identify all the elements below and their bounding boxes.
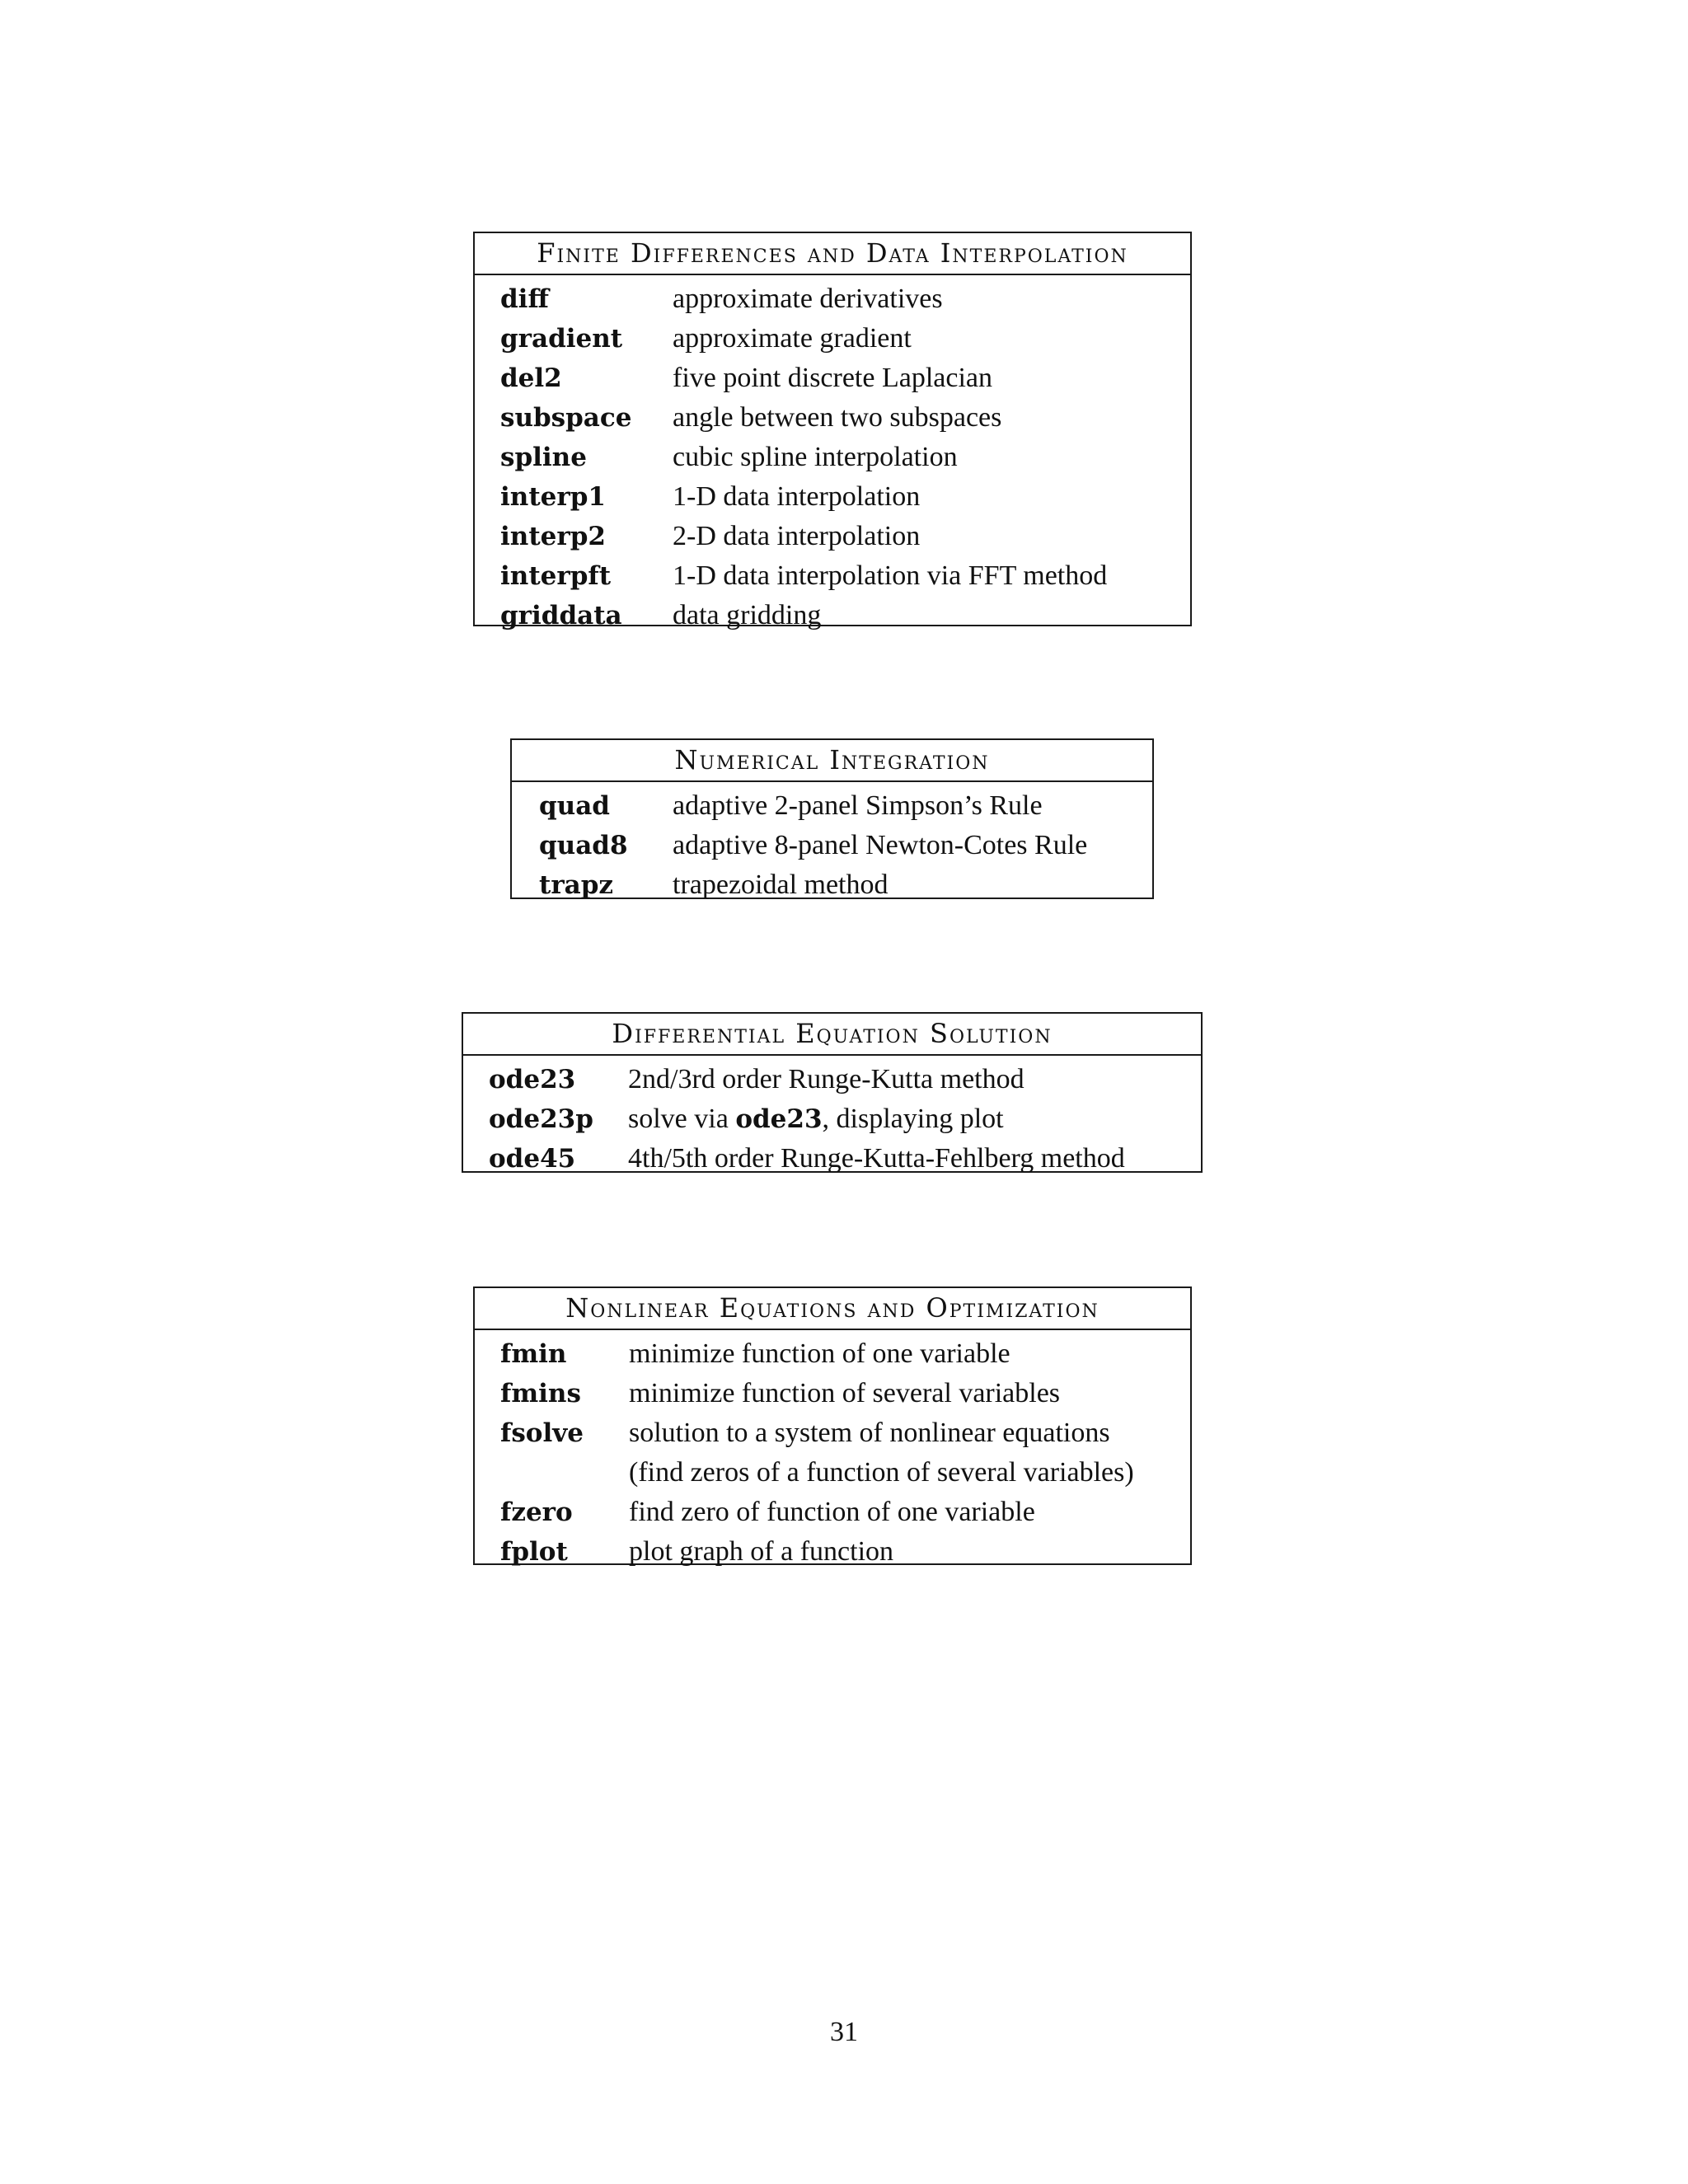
command-name: quad (539, 791, 610, 821)
table-row (475, 557, 1190, 597)
command-description: minimize function of several variables (629, 1378, 1061, 1408)
command-name: spline (500, 443, 587, 472)
table-title: Differential Equation Solution (463, 1014, 1201, 1056)
command-name: ode23p (489, 1104, 593, 1134)
command-description: adaptive 8-panel Newton-Cotes Rule (673, 830, 1088, 860)
command-description: (find zeros of a function of several variables) (629, 1457, 1134, 1488)
table-row (475, 399, 1190, 438)
command-name: fplot (500, 1537, 568, 1567)
command-description: adaptive 2-panel Simpson’s Rule (673, 790, 1043, 821)
command-name: interpft (500, 561, 612, 591)
table-row (463, 1061, 1201, 1100)
command-description: five point discrete Laplacian (673, 363, 992, 393)
command-name: fmins (500, 1379, 581, 1408)
command-description (628, 1100, 1004, 1138)
table-row (512, 827, 1152, 866)
command-description: 4th/5th order Runge-Kutta-Fehlberg method (628, 1143, 1125, 1174)
command-description: approximate derivatives (673, 284, 943, 314)
table-row (463, 1100, 1201, 1140)
table-row (475, 597, 1190, 636)
description-command-ref: ode23 (735, 1104, 823, 1134)
command-description: angle between two subspaces (673, 402, 1002, 433)
command-name: interp2 (500, 522, 606, 551)
numerical-integration-table (510, 738, 1154, 899)
command-description: 1-D data interpolation (673, 481, 921, 512)
command-name: gradient (500, 324, 623, 354)
table-row (475, 438, 1190, 478)
nonlinear-equations-table (473, 1286, 1192, 1565)
command-name: griddata (500, 601, 622, 630)
command-description: 2nd/3rd order Runge-Kutta method (628, 1064, 1025, 1094)
table-row (512, 787, 1152, 827)
table-row (475, 359, 1190, 399)
command-name: quad8 (539, 831, 628, 860)
command-name: fmin (500, 1339, 567, 1369)
table-title: Nonlinear Equations and Optimization (475, 1288, 1190, 1330)
command-description: plot graph of a function (629, 1536, 894, 1567)
command-name: subspace (500, 403, 632, 433)
table-row (475, 1335, 1190, 1375)
table-row (475, 1414, 1190, 1454)
command-description: 2-D data interpolation (673, 521, 921, 551)
command-name: trapz (539, 870, 614, 900)
command-name: ode45 (489, 1144, 576, 1174)
command-description: solution to a system of nonlinear equations (629, 1418, 1110, 1448)
command-description: data gridding (673, 600, 822, 630)
command-name: interp1 (500, 482, 606, 512)
table-title: Finite Differences and Data Interpolation (475, 233, 1190, 275)
table-row (475, 1454, 1190, 1493)
table-row (475, 478, 1190, 518)
command-description: cubic spline interpolation (673, 442, 958, 472)
table-row (463, 1140, 1201, 1179)
table-row (512, 866, 1152, 906)
command-name: del2 (500, 363, 562, 393)
command-description: 1-D data interpolation via FFT method (673, 560, 1108, 591)
command-name: fsolve (500, 1418, 584, 1448)
command-description: find zero of function of one variable (629, 1497, 1035, 1527)
command-name: ode23 (489, 1065, 576, 1094)
description-prefix: solve via (628, 1104, 736, 1134)
table-row (475, 1533, 1190, 1572)
page-number: 31 (830, 2017, 858, 2047)
command-name: diff (500, 284, 549, 314)
differential-equation-table (462, 1012, 1203, 1173)
description-suffix: , displaying plot (822, 1104, 1004, 1134)
table-row (475, 320, 1190, 359)
table-row (475, 1493, 1190, 1533)
table-row (475, 1375, 1190, 1414)
finite-differences-table (473, 232, 1192, 630)
table-row (475, 518, 1190, 557)
table-title: Numerical Integration (512, 740, 1152, 782)
command-name: fzero (500, 1497, 573, 1527)
command-description: minimize function of one variable (629, 1338, 1010, 1369)
table-row (475, 280, 1190, 320)
command-description: trapezoidal method (673, 869, 889, 900)
command-description: approximate gradient (673, 323, 912, 354)
